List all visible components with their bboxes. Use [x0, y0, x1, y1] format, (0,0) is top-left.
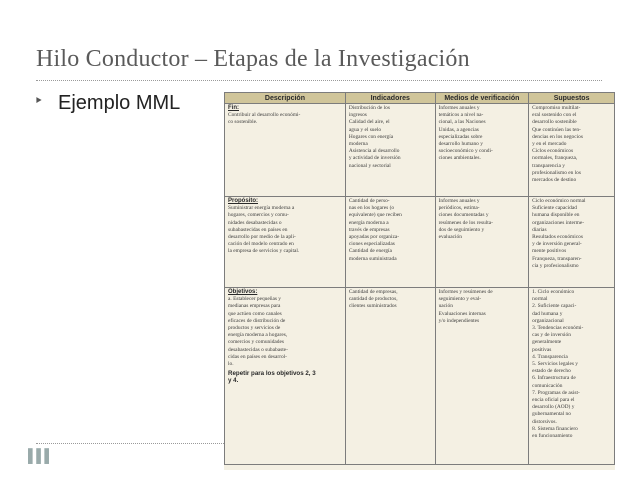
- table-row: [225, 197, 615, 288]
- cell-verification: [435, 104, 529, 197]
- row-label: Propósito:: [228, 198, 258, 204]
- cell-description: [225, 197, 346, 288]
- repeat-note: Repetir para los objetivos 2, 3 y 4.: [228, 370, 316, 385]
- logframe-table: [224, 92, 615, 465]
- bullet-arrow-icon: ‣: [34, 93, 44, 110]
- title-divider: [36, 80, 602, 81]
- description-text: Contribuir al desarrollo económi- co sostenible.: [228, 112, 301, 126]
- cell-verification: [435, 288, 529, 465]
- slide-title: Hilo Conductor – Etapas de la Investigación: [36, 46, 470, 72]
- header-supuestos: Supuestos: [529, 93, 615, 104]
- indicators-text: Cantidad de empresas, cantidad de productos, clientes suministrados: [348, 289, 398, 310]
- corner-bars-icon: ▌▌▌: [28, 448, 53, 463]
- assumptions-text: Ciclo económico normal Suficiente capacidad humana disponible en organizaciones interme- diarias Resultados económicos y de inversión general- mente positivos Franqueza, transparen- cia y profesionalismo: [532, 198, 586, 269]
- indicators-text: Distribución de los ingresos Calidad del aire, el agua y el suelo Hogares con energía moderna Asistencia al desarrollo y actividad de inversión nacional y sectorial: [348, 105, 401, 169]
- cell-assumptions: [529, 288, 615, 465]
- cell-verification: [435, 197, 529, 288]
- cell-indicators: [345, 197, 435, 288]
- verification-text: Informes anuales y periódicos, estima- ciones documentadas y resúmenes de los resulta- dos de seguimiento y evaluación: [438, 198, 493, 241]
- cell-indicators: [345, 288, 435, 465]
- table-row: [225, 104, 615, 197]
- assumptions-text: Compromiso multilat- eral sostenido con el desarrollo sostenible Que continúen las ten- dencias en los negocios y en el mercado Ciclos económicos normales, franqueza, transparencia y profesionalismo en los mercados de destino: [532, 105, 583, 184]
- indicators-text: Cantidad de perso- nas en los hogares (o equivalente) que reciben energía moderna a través de empresas apoyadas por organiza- ciones especializadas Cantidad de energía moderna suministrada: [348, 198, 402, 262]
- header-indicadores: Indicadores: [345, 93, 435, 104]
- description-text: Suministrar energía moderna a hogares, comercios y comu- nidades desabastecidas o subabastecidas en países en desarrollo por medio de la apli- cación del modelo centrado en la empresa de servicios y capital.: [228, 205, 300, 255]
- description-text: a. Establecer pequeñas y medianas empresas para que actúen como canales eficaces de distribución de productos y servicios de energía moderna a hogares, comercios y comunidades desabastecidas o subabaste- cidas en países en desarrol- lo.: [228, 296, 288, 368]
- cell-assumptions: [529, 104, 615, 197]
- cell-description: [225, 288, 346, 465]
- header-medios-verificacion: Medios de verificación: [435, 93, 529, 104]
- header-descripcion: Descripción: [225, 93, 346, 104]
- verification-text: Informes anuales y temáticos a nivel na- cional, a las Naciones Unidas, a agencias especializadas sobre desarrollo humano y socioeconómico y condi- ciones ambientales.: [438, 105, 493, 162]
- cell-description: [225, 104, 346, 197]
- cell-indicators: [345, 104, 435, 197]
- bottom-divider: [36, 443, 224, 444]
- assumptions-text: 1. Ciclo económico normal 2. Suficiente capaci- dad humana y organizacional 3. Tendencias económi- cas y de inversión generalmente positivas 4. Transparencia 5. Servicios legales y estado de derecho 6. Infraestructura de comunicación 7. Programas de asist- encia oficial para el desarrollo (AOD) y gubernamental no distorsivos. 8. Sistema financiero en funcionamiento: [532, 289, 584, 440]
- logframe-table-image: [224, 92, 615, 470]
- table-header-row: [225, 93, 615, 104]
- verification-text: Informes y resúmenes de seguimiento y eval- uación Evaluaciones internas y/o independientes: [438, 289, 493, 324]
- cell-assumptions: [529, 197, 615, 288]
- bullet-text: Ejemplo MML: [58, 92, 181, 114]
- row-label: Objetivos:: [228, 289, 258, 295]
- row-label: Fin:: [228, 105, 239, 111]
- table-row: [225, 288, 615, 465]
